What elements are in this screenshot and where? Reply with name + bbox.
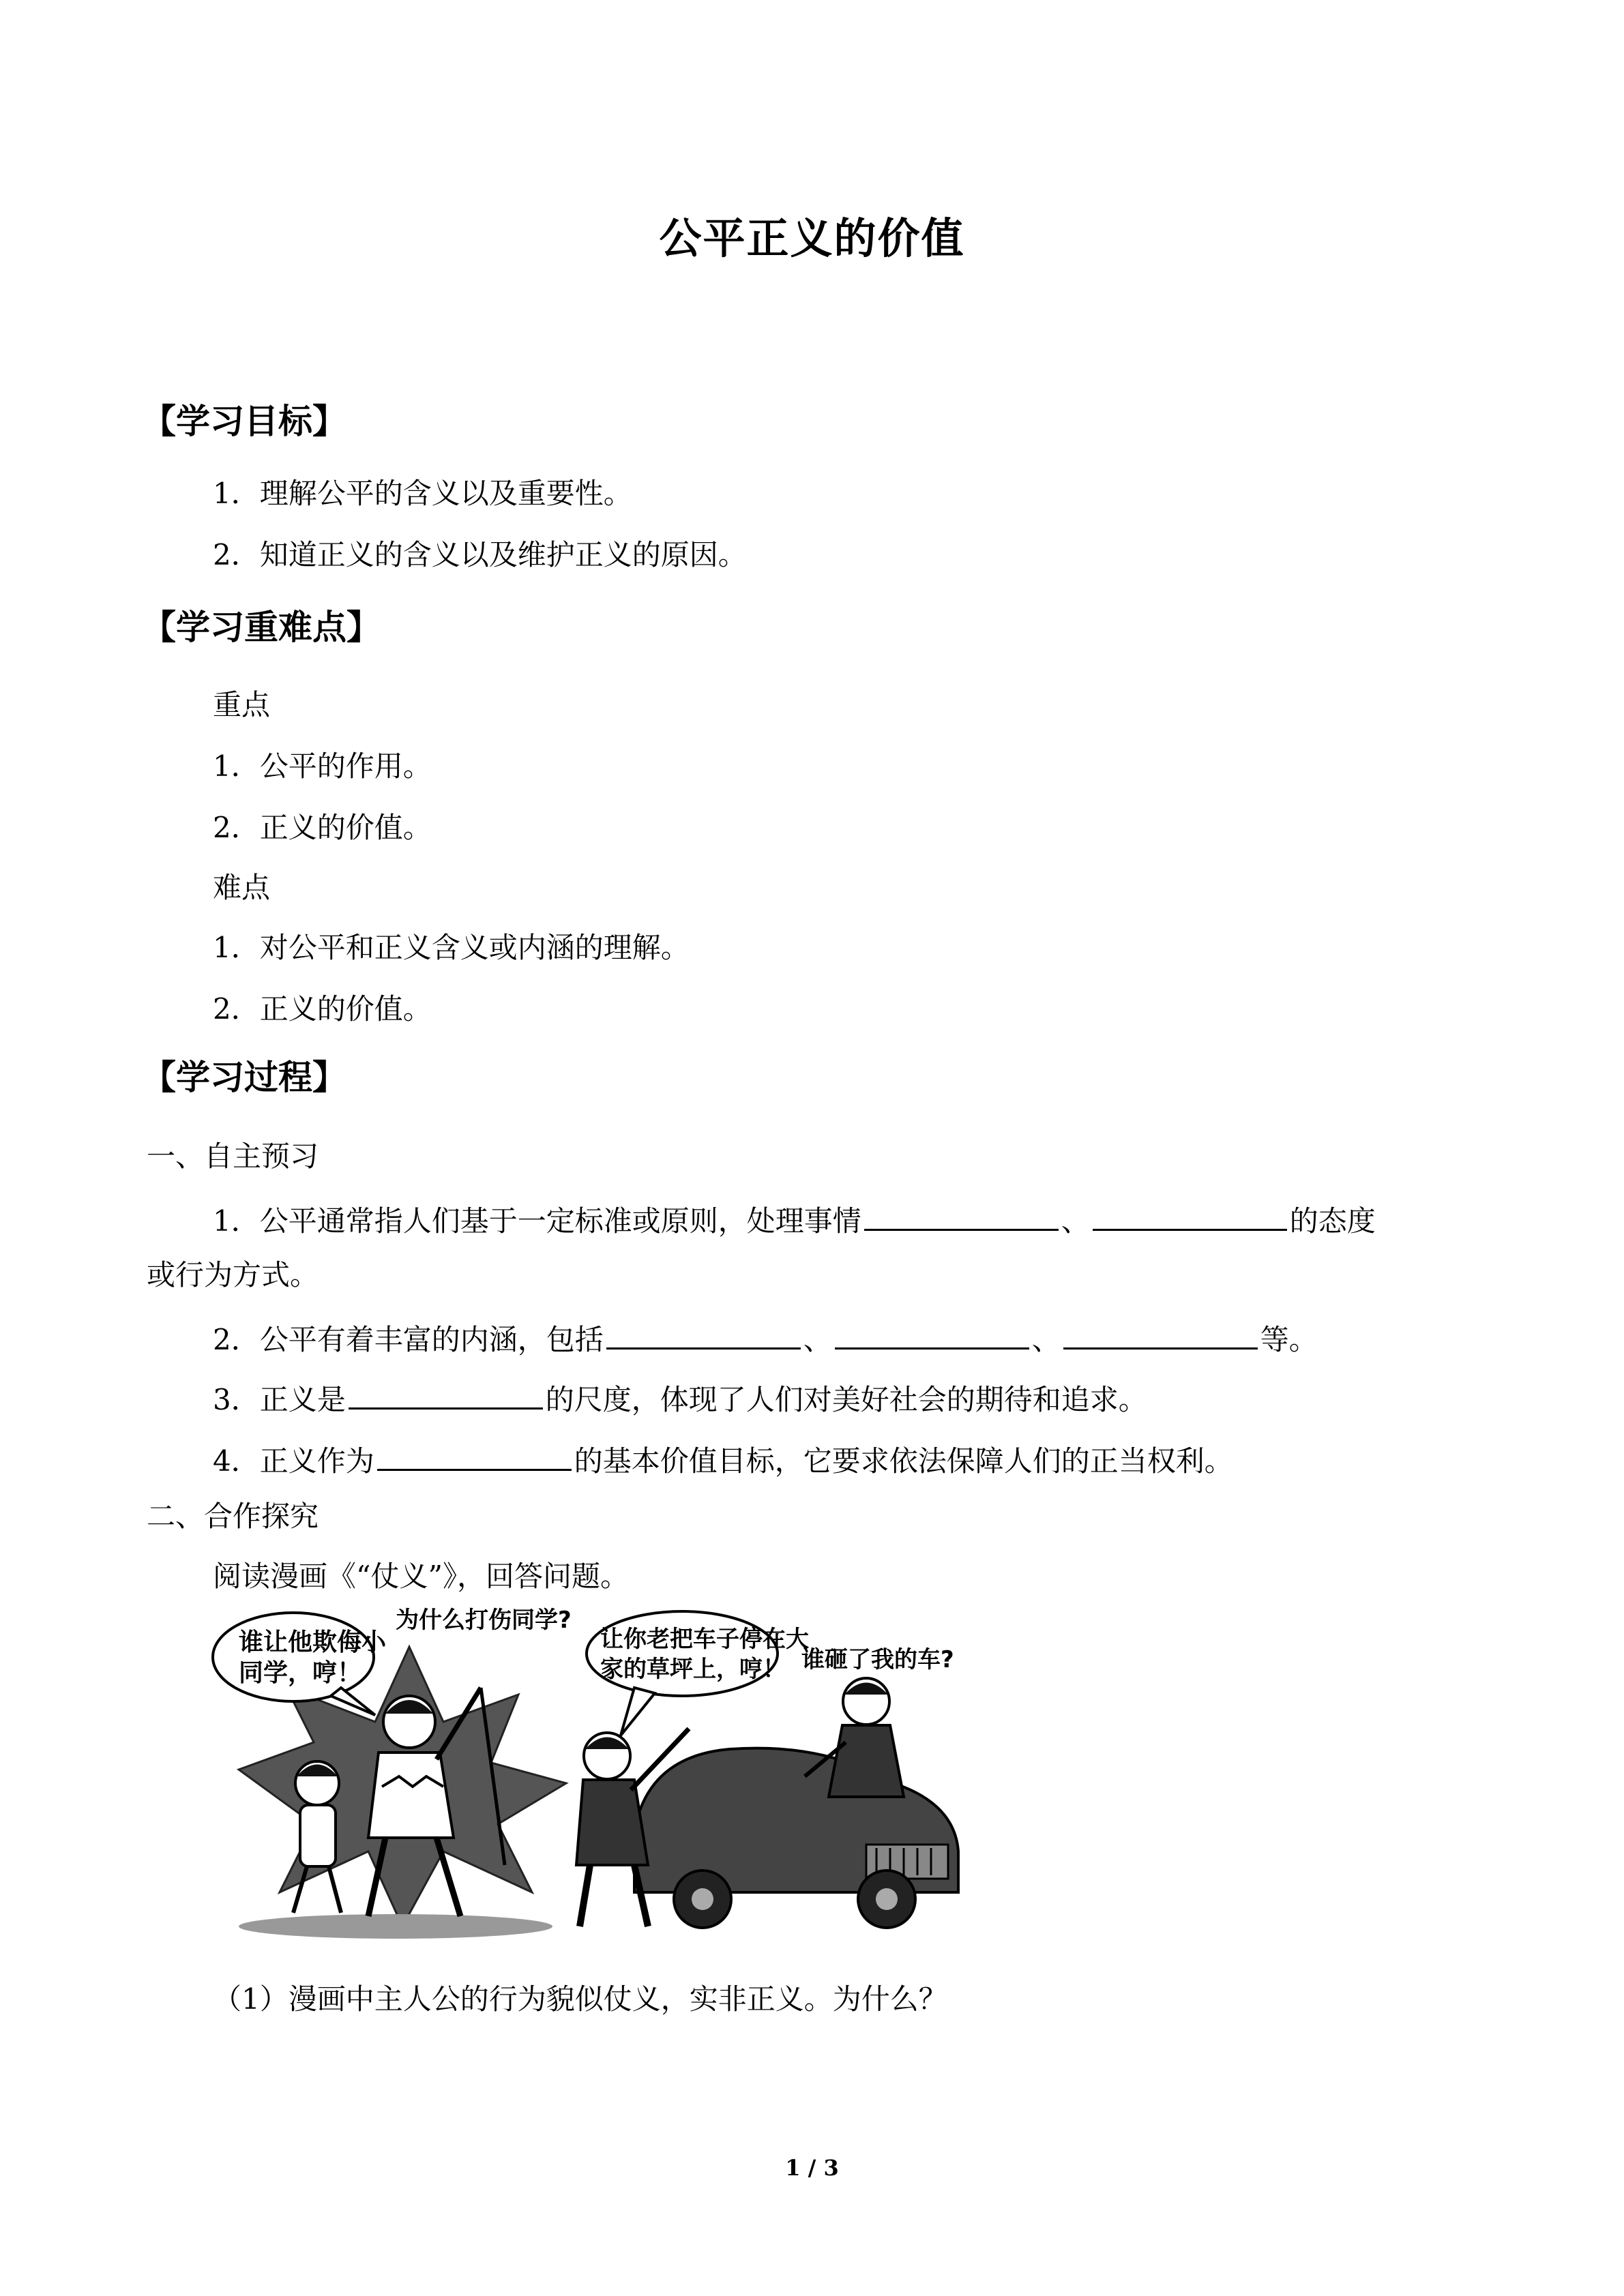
difficult-item-1: 1．对公平和正义含义或内涵的理解。 — [213, 931, 690, 964]
page-number: 1 / 3 — [785, 2155, 839, 2181]
speech-bubble — [587, 1611, 778, 1696]
bubble-text-line: 让你老把车子停在大 — [600, 1626, 809, 1653]
goal-item-1: 1．理解公平的含义以及重要性。 — [213, 477, 632, 510]
comic-caption: 谁砸了我的车? — [801, 1646, 954, 1673]
blank-field[interactable] — [1093, 1199, 1287, 1231]
preview-heading: 一、自主预习 — [147, 1139, 319, 1173]
blank-field[interactable] — [835, 1317, 1029, 1350]
process-heading: 【学习过程】 — [142, 1058, 346, 1097]
car-figure — [634, 1748, 958, 1928]
difficult-label: 难点 — [213, 871, 271, 904]
question-1-continued: 或行为方式。 — [147, 1258, 319, 1292]
blank-field[interactable] — [864, 1199, 1059, 1231]
child-figure — [293, 1761, 341, 1913]
comic-illustration — [211, 1606, 996, 1947]
ground-shadow — [239, 1914, 552, 1939]
key-item-1: 1．公平的作用。 — [213, 749, 432, 783]
bubble-text-line: 家的草坪上，哼！ — [600, 1656, 786, 1683]
key-item-2: 2．正义的价值。 — [213, 811, 432, 844]
keypoints-heading: 【学习重难点】 — [142, 608, 381, 647]
question-1: 1．公平通常指人们基于一定标准或原则，处理事情 、 的态度 — [213, 1199, 1376, 1240]
blank-field[interactable] — [606, 1317, 801, 1350]
difficult-item-2: 2．正义的价值。 — [213, 992, 432, 1026]
goal-item-2: 2．知道正义的含义以及维护正义的原因。 — [213, 538, 747, 571]
key-label: 重点 — [213, 688, 271, 721]
bubble-text-line: 同学，哼！ — [239, 1659, 362, 1687]
comic-caption: 为什么打伤同学? — [396, 1607, 572, 1634]
blank-field[interactable] — [349, 1377, 543, 1410]
question-3: 3．正义是 的尺度，体现了人们对美好社会的期待和追求。 — [213, 1377, 1147, 1419]
question-4: 4．正义作为 的基本价值目标，它要求依法保障人们的正当权利。 — [213, 1439, 1233, 1480]
speech-bubble — [213, 1613, 374, 1701]
bubble-text-line: 谁让他欺侮小 — [239, 1628, 387, 1656]
cooperate-heading: 二、合作探究 — [147, 1500, 319, 1533]
blank-field[interactable] — [377, 1439, 572, 1471]
question-cooperate-1: （1）漫画中主人公的行为貌似仗义，实非正义。为什么？ — [213, 1982, 947, 2016]
page-title: 公平正义的价值 — [659, 213, 965, 263]
blank-field[interactable] — [1063, 1317, 1258, 1350]
goals-heading: 【学习目标】 — [142, 402, 346, 441]
question-2: 2．公平有着丰富的内涵，包括 、 、 等。 — [213, 1317, 1318, 1359]
comic-intro: 阅读漫画《“仗义”》，回答问题。 — [213, 1560, 629, 1593]
